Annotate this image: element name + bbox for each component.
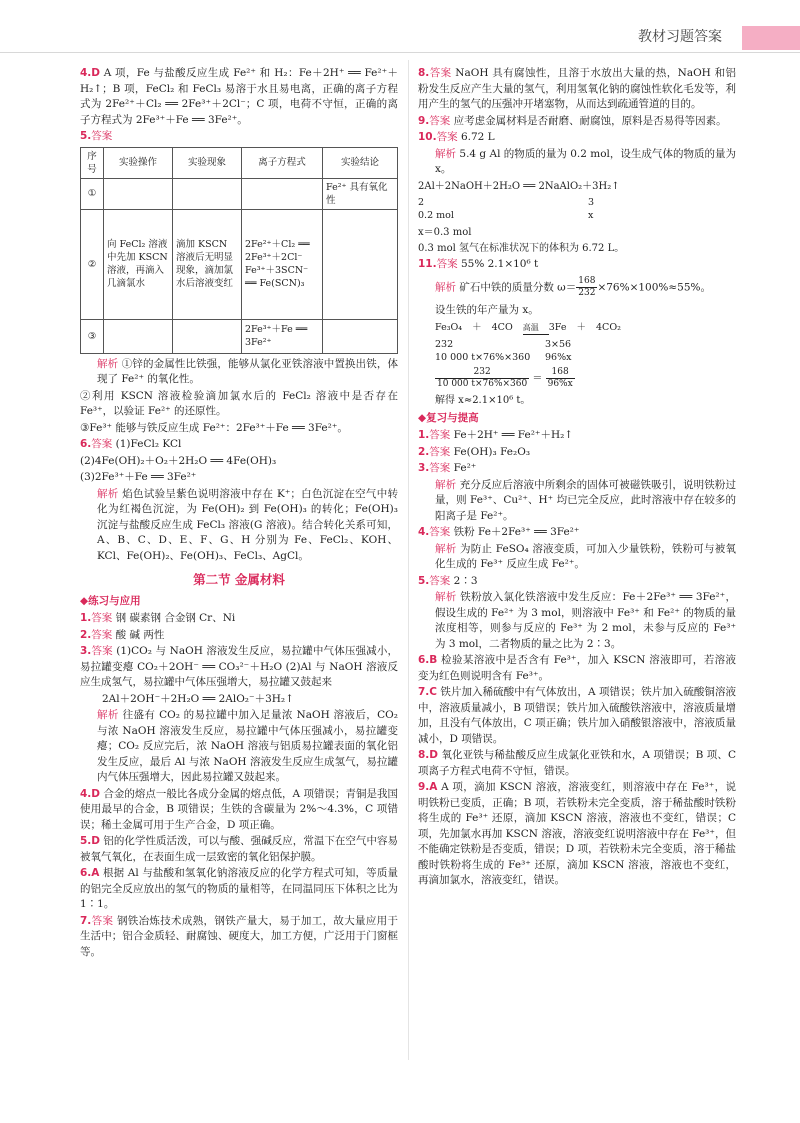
header-color-tab — [742, 26, 800, 50]
ratio-value: x — [588, 209, 594, 221]
answer-8 — [418, 66, 736, 113]
answer-text: 钢铁冶炼技术成熟，钢铁产量大，易于加工，故大量应用于生活中；铝合金质轻、耐腐蚀、硬度大，加工方便，广泛用于门窗框等。 — [80, 914, 399, 958]
numerator: 168 — [546, 367, 575, 379]
table-cell: ② — [81, 209, 104, 319]
explanation-label: 解析 — [435, 542, 457, 555]
subsection-title: ◆复习与提高 — [418, 411, 479, 424]
explanation-label: 解析 — [435, 147, 457, 160]
equation-line: 2Al＋2NaOH＋2H₂O ══ 2NaAlO₂＋3H₂↑ — [418, 180, 620, 192]
explanation — [80, 357, 398, 388]
answer-text: 钢 碳素钢 合金钢 Cr、Ni — [115, 612, 236, 624]
answer-4 — [80, 66, 398, 128]
numerator: 168 — [578, 276, 596, 286]
answer-number: 6.A — [80, 867, 100, 879]
answer-number: 9.A — [418, 781, 438, 793]
fraction — [435, 367, 529, 390]
table-cell: 滴加 KSCN 溶液后无明显现象，滴加氯水后溶液变红 — [173, 209, 242, 319]
answer-number: 4.D — [80, 787, 101, 800]
review-answer-6 — [418, 653, 736, 684]
answer-number: 2. — [80, 628, 92, 641]
explanation — [418, 478, 736, 525]
answer-text: 2∶3 — [453, 574, 478, 587]
ratio-value: 96%x — [545, 351, 572, 363]
experiment-table — [80, 147, 398, 354]
ratio-value: 232 — [435, 338, 454, 350]
explanation-text: 往盛有 CO₂ 的易拉罐中加入足量浓 NaOH 溶液后，CO₂ 与浓 NaOH 溶液发生反应，易拉罐中气体压强减小，易拉罐变瘪；CO₂ 反应完后，浓 NaOH 溶液与铝质易拉罐表面的氧化铝发生反应，最后 Al 与浓 NaOH 溶液发生反应生成氢气，易拉罐内气体压强增大，因此易拉罐又鼓起来。 — [97, 709, 398, 783]
ratio-value: 3 — [588, 196, 595, 208]
review-answer-8 — [418, 748, 736, 779]
answer-number: 4. — [418, 526, 430, 538]
answer-text: 55% 2.1×10⁶ t — [460, 257, 539, 270]
table-row — [81, 319, 398, 353]
answer-number: 9. — [418, 114, 430, 127]
answer-7 — [80, 914, 398, 961]
answer-text: Fe²⁺ — [453, 462, 477, 474]
answer-label: 答案 — [429, 574, 451, 587]
equation-line: 2Al＋2OH⁻＋2H₂O ══ 2AlO₂⁻＋3H₂↑ — [102, 692, 294, 705]
answer-text: Fe＋2H⁺ ══ Fe²⁺＋H₂↑ — [453, 429, 574, 441]
table-cell: Fe²⁺ 具有氧化性 — [323, 178, 398, 209]
answer-label: 答案 — [91, 130, 113, 142]
answer-text: (1)CO₂ 与 NaOH 溶液发生反应，易拉罐中气体压强减小，易拉罐变瘪 CO₂＋2OH⁻ ══ CO₃²⁻＋H₂O (2)Al 与 NaOH 溶液反应生成氢气，易拉罐中气体压强增大，易拉罐又鼓起来 — [80, 645, 398, 688]
answer-number: 5.D — [80, 835, 101, 847]
explanation — [418, 147, 736, 178]
reaction-table — [435, 321, 631, 335]
answer-number: 8.D — [418, 749, 439, 761]
explanation-label: 解析 — [97, 357, 119, 370]
fraction — [546, 367, 575, 390]
denominator: 96%x — [547, 378, 573, 389]
answer-text: 根据 Al 与盐酸和氢氧化钠溶液反应的化学方程式可知，等质量的铝完全反应放出的氢气的物质的量相等，在同温同压下体积之比为 1∶1。 — [80, 867, 398, 910]
answer-number: 1. — [80, 612, 92, 624]
calculation-block — [418, 321, 736, 408]
col-header: 实验结论 — [323, 147, 398, 178]
section-title: 第二节 金属材料 — [193, 572, 285, 587]
answer-number: 2. — [418, 445, 430, 458]
table-cell — [242, 178, 323, 209]
explanation — [418, 590, 736, 652]
proportion-line: $\frac{232}{10 000 t\times 76\%\times 360}$ ＝ $\frac{168}{96\%x}$ — [437, 366, 573, 389]
answer-line: (2)4Fe(OH)₂＋O₂＋2H₂O ══ 4Fe(OH)₃ — [80, 454, 277, 467]
answer-2 — [80, 628, 398, 644]
answer-1 — [80, 611, 398, 627]
right-column — [418, 66, 736, 890]
explanation-label: 解析 — [97, 709, 119, 721]
answer-label: 答案 — [429, 429, 451, 441]
result-line: 0.3 mol 氢气在标准状况下的体积为 6.72 L。 — [418, 242, 625, 254]
explanation-text: 焰色试验呈紫色说明溶液中存在 K⁺；白色沉淀在空气中转化为红褐色沉淀，为 Fe(OH)₂ 到 Fe(OH)₃ 的转化；Fe(OH)₃ 沉淀与盐酸反应生成 FeCl₃ 溶液(G 溶液)。结合转化关系可知，A、B、C、D、E、F、G、H 分别为 Fe、FeCl₂、KOH、KCl、Fe(OH)₂、Fe(OH)₃、FeCl₃、AgCl。 — [97, 487, 398, 562]
answer-text: Fe(OH)₃ Fe₂O₃ — [453, 445, 531, 458]
review-answer-3 — [418, 461, 736, 477]
answer-text: 检验某溶液中是否含有 Fe³⁺，加入 KSCN 溶液即可，若溶液变为红色则说明含有 Fe³⁺。 — [418, 654, 736, 682]
result-line: x＝0.3 mol — [418, 226, 472, 238]
review-answer-9 — [418, 780, 736, 889]
explanation — [418, 276, 736, 299]
table-cell: 2Fe³⁺＋Fe ══ 3Fe²⁺ — [242, 319, 323, 353]
answer-text: NaOH 具有腐蚀性，且溶于水放出大量的热，NaOH 和铝粉发生反应产生大量的氢气，利用氢氧化钠的腐蚀性软化毛发等，利用产生的氢气的压强冲开堵塞物，从而达到疏通管道的目的。 — [418, 67, 736, 110]
table-cell: 向 FeCl₂ 溶液中先加 KSCN 溶液，再滴入几滴氯水 — [104, 209, 173, 319]
answer-number: 7. — [80, 914, 92, 927]
header-rule — [0, 52, 800, 53]
ratio-table — [418, 196, 604, 222]
explanation — [418, 542, 736, 573]
table-cell: ③ — [81, 319, 104, 353]
reaction-condition: 高温 — [523, 321, 549, 335]
table-cell — [323, 209, 398, 319]
ratio-table — [435, 338, 581, 364]
ratio-value: 0.2 mol — [418, 209, 454, 221]
answer-number: 7.C — [418, 686, 438, 698]
answer-9 — [418, 114, 736, 130]
answer-text: 酸 碱 两性 — [115, 628, 165, 641]
explanation-line: 设生铁的年产量为 x。 — [435, 304, 539, 316]
explanation-text: 铁粉放入氯化铁溶液中发生反应：Fe＋2Fe³⁺ ══ 3Fe²⁺，假设生成的 Fe²⁺ 为 3 mol，则溶液中 Fe³⁺ 和 Fe²⁺ 的物质的量浓度相等，则参与反应的 Fe³⁺ 为 2 mol，未参与反应的 Fe³⁺ 为 3 mol，二者物质的量之比为 2∶3。 — [435, 591, 736, 650]
answer-5d — [80, 834, 398, 865]
explanation — [80, 708, 398, 786]
left-column — [80, 66, 398, 961]
explanation-line: ③Fe³⁺ 能够与铁反应生成 Fe²⁺：2Fe³⁺＋Fe ══ 3Fe²⁺。 — [80, 421, 348, 434]
col-header: 实验现象 — [173, 147, 242, 178]
subsection-title: ◆练习与应用 — [80, 594, 141, 607]
plus-sign: ＋ — [472, 321, 482, 333]
answer-label: 答案 — [91, 438, 113, 450]
answer-label: 答案 — [436, 257, 458, 270]
denominator: 10 000 t×76%×360 — [437, 378, 528, 389]
explanation — [80, 487, 398, 565]
table-cell: 2Fe²⁺＋Cl₂ ══ 2Fe³⁺＋2Cl⁻ Fe³⁺＋3SCN⁻ ══ Fe(SCN)₃ — [242, 209, 323, 319]
table-cell — [104, 178, 173, 209]
column-divider — [408, 60, 409, 1060]
table-row — [81, 178, 398, 209]
explanation-label: 解析 — [435, 281, 456, 294]
answer-label: 答案 — [429, 445, 451, 458]
answer-text: (1)FeCl₂ KCl — [115, 438, 182, 450]
ratio-value: 3×56 — [545, 338, 572, 350]
ratio-value: 2 — [418, 196, 425, 208]
answer-number: 3. — [418, 462, 430, 474]
answer-label: 答案 — [91, 645, 113, 657]
ratio-value: 10 000 t×76%×360 — [435, 351, 531, 363]
answer-number: 3. — [80, 645, 92, 657]
table-cell: ① — [81, 178, 104, 209]
answer-label: 答案 — [429, 67, 452, 79]
answer-number: 10. — [418, 131, 437, 143]
explanation-text: 5.4 g Al 的物质的量为 0.2 mol，设生成气体的物质的量为 x。 — [435, 147, 737, 175]
table-cell — [323, 319, 398, 353]
answer-label: 答案 — [91, 628, 113, 641]
explanation-text: 为防止 FeSO₄ 溶液变质，可加入少量铁粉，铁粉可与被氧化生成的 Fe³⁺ 反应生成 Fe²⁺。 — [435, 542, 736, 570]
answer-label: 答案 — [91, 914, 114, 927]
calculation-block — [418, 179, 736, 256]
answer-number: 6. — [80, 438, 92, 450]
reactant: Fe₃O₄ — [435, 321, 463, 333]
answer-number: 5. — [80, 130, 92, 142]
page-header-title: 教材习题答案 — [638, 29, 722, 45]
answer-10 — [418, 130, 736, 146]
answer-text: 应考虑金属材料是否耐磨、耐腐蚀，原料是否易得等因素。 — [453, 114, 727, 127]
review-answer-7 — [418, 685, 736, 747]
answer-text: 氧化亚铁与稀盐酸反应生成氯化亚铁和水，A 项错误；B 项、C 项离子方程式电荷不守恒，错误。 — [418, 749, 736, 777]
explanation-label: 解析 — [435, 478, 457, 491]
explanation-text: ×76%×100%≈55%。 — [597, 281, 712, 294]
answer-number: 5. — [418, 574, 430, 587]
explanation-text: ①锌的金属性比铁强，能够从氯化亚铁溶液中置换出铁，体现了 Fe²⁺ 的氧化性。 — [97, 357, 398, 385]
reactant: 4CO — [491, 321, 513, 333]
fraction — [576, 276, 597, 299]
answer-3 — [80, 644, 398, 691]
answer-6-heading — [80, 437, 398, 453]
table-row — [81, 209, 398, 319]
explanation-label: 解析 — [97, 487, 119, 500]
numerator: 232 — [435, 367, 529, 379]
review-answer-5 — [418, 574, 736, 590]
table-cell — [104, 319, 173, 353]
review-answer-4 — [418, 525, 736, 541]
answer-label: 答案 — [436, 131, 458, 143]
answer-text: A 项，滴加 KSCN 溶液，溶液变红，则溶液中存在 Fe³⁺，说明铁粉已变质，正确；B 项，若铁粉未完全变质，溶于稀盐酸时铁粉将生成的 Fe³⁺ 还原，滴加 KSCN 溶液，溶液也不变红，错误；C 项，先加氯水再加 KSCN 溶液，溶液变红说明溶液中存在 Fe³⁺，但不能确定铁粉是否变质，错误；D 项，若铁粉未完全变质，溶于稀盐酸时铁粉将生成的 Fe³⁺ 还原，滴加 KSCN 溶液，溶液也不变红，再滴加氯水，溶液变红，错误。 — [418, 781, 736, 886]
answer-text: 合金的熔点一般比各成分金属的熔点低，A 项错误；青铜是我国使用最早的合金，B 项错误；生铁的含碳量为 2%～4.3%，C 项错误；稀土金属可用于生产合金，D 项正确。 — [80, 787, 399, 831]
denominator: 232 — [578, 288, 596, 298]
answer-11 — [418, 257, 736, 273]
answer-6a — [80, 866, 398, 913]
answer-4d — [80, 787, 398, 834]
answer-text: 铝的化学性质活泼，可以与酸、强碱反应，常温下在空气中容易被氧气氧化，在表面生成一层致密的氧化铝保护膜。 — [80, 835, 399, 863]
product: 4CO₂ — [596, 321, 621, 333]
answer-text: 铁片加入稀硫酸中有气体放出，A 项错误；铁片加入硫酸铜溶液中，溶液质量减小，B 项错误；铁片加入硫酸铁溶液中，溶液质量增加，且没有气体放出，C 项正确；铁片加入硝酸银溶液中，溶液质量减小，D 项错误。 — [418, 686, 737, 745]
explanation-line: ②利用 KSCN 溶液检验滴加氯水后的 FeCl₂ 溶液中是否存在 Fe³⁺，以验证 Fe²⁺ 的还原性。 — [80, 389, 398, 417]
answer-number: 1. — [418, 429, 430, 441]
answer-label: 答案 — [429, 462, 451, 474]
product: 3Fe — [548, 321, 567, 333]
explanation-text: 矿石中铁的质量分数 ω＝ — [459, 281, 577, 294]
col-header: 序号 — [81, 147, 104, 178]
col-header: 实验操作 — [104, 147, 173, 178]
plus-sign: ＋ — [576, 321, 586, 333]
answer-number: 8. — [418, 67, 430, 79]
col-header: 离子方程式 — [242, 147, 323, 178]
table-cell — [173, 178, 242, 209]
answer-label: 答案 — [429, 526, 451, 538]
answer-number: 11. — [418, 257, 437, 270]
answer-text: 铁粉 Fe＋2Fe³⁺ ══ 3Fe²⁺ — [453, 526, 580, 538]
review-answer-1 — [418, 428, 736, 444]
explanation-text: 充分反应后溶液中所剩余的固体可被磁铁吸引，说明铁粉过量，则 Fe³⁺、Cu²⁺、H⁺ 均已完全反应，此时溶液中存在较多的阳离子是 Fe²⁺。 — [435, 478, 736, 522]
answer-5-heading — [80, 129, 398, 145]
answer-text: A 项，Fe 与盐酸反应生成 Fe²⁺ 和 H₂：Fe＋2H⁺ ══ Fe²⁺＋H₂↑；B 项，FeCl₂ 和 FeCl₃ 易溶于水且易电离，正确的离子方程式为 2Fe²⁺＋Cl₂ ══ 2Fe³⁺＋2Cl⁻；C 项，电荷不守恒，正确的离子方程式为 2Fe³⁺＋Fe ══ 3Fe²⁺。 — [80, 67, 398, 126]
answer-number: 4.D — [80, 67, 101, 79]
answer-text: 6.72 L — [460, 131, 495, 143]
answer-number: 6.B — [418, 654, 438, 666]
review-answer-2 — [418, 445, 736, 461]
answer-label: 答案 — [429, 114, 451, 127]
result-line: 解得 x≈2.1×10⁶ t。 — [435, 394, 531, 406]
answer-line: (3)2Fe³⁺＋Fe ══ 3Fe²⁺ — [80, 471, 197, 483]
explanation-label: 解析 — [435, 591, 457, 603]
table-header-row — [81, 147, 398, 178]
answer-label: 答案 — [91, 612, 113, 624]
table-cell — [173, 319, 242, 353]
